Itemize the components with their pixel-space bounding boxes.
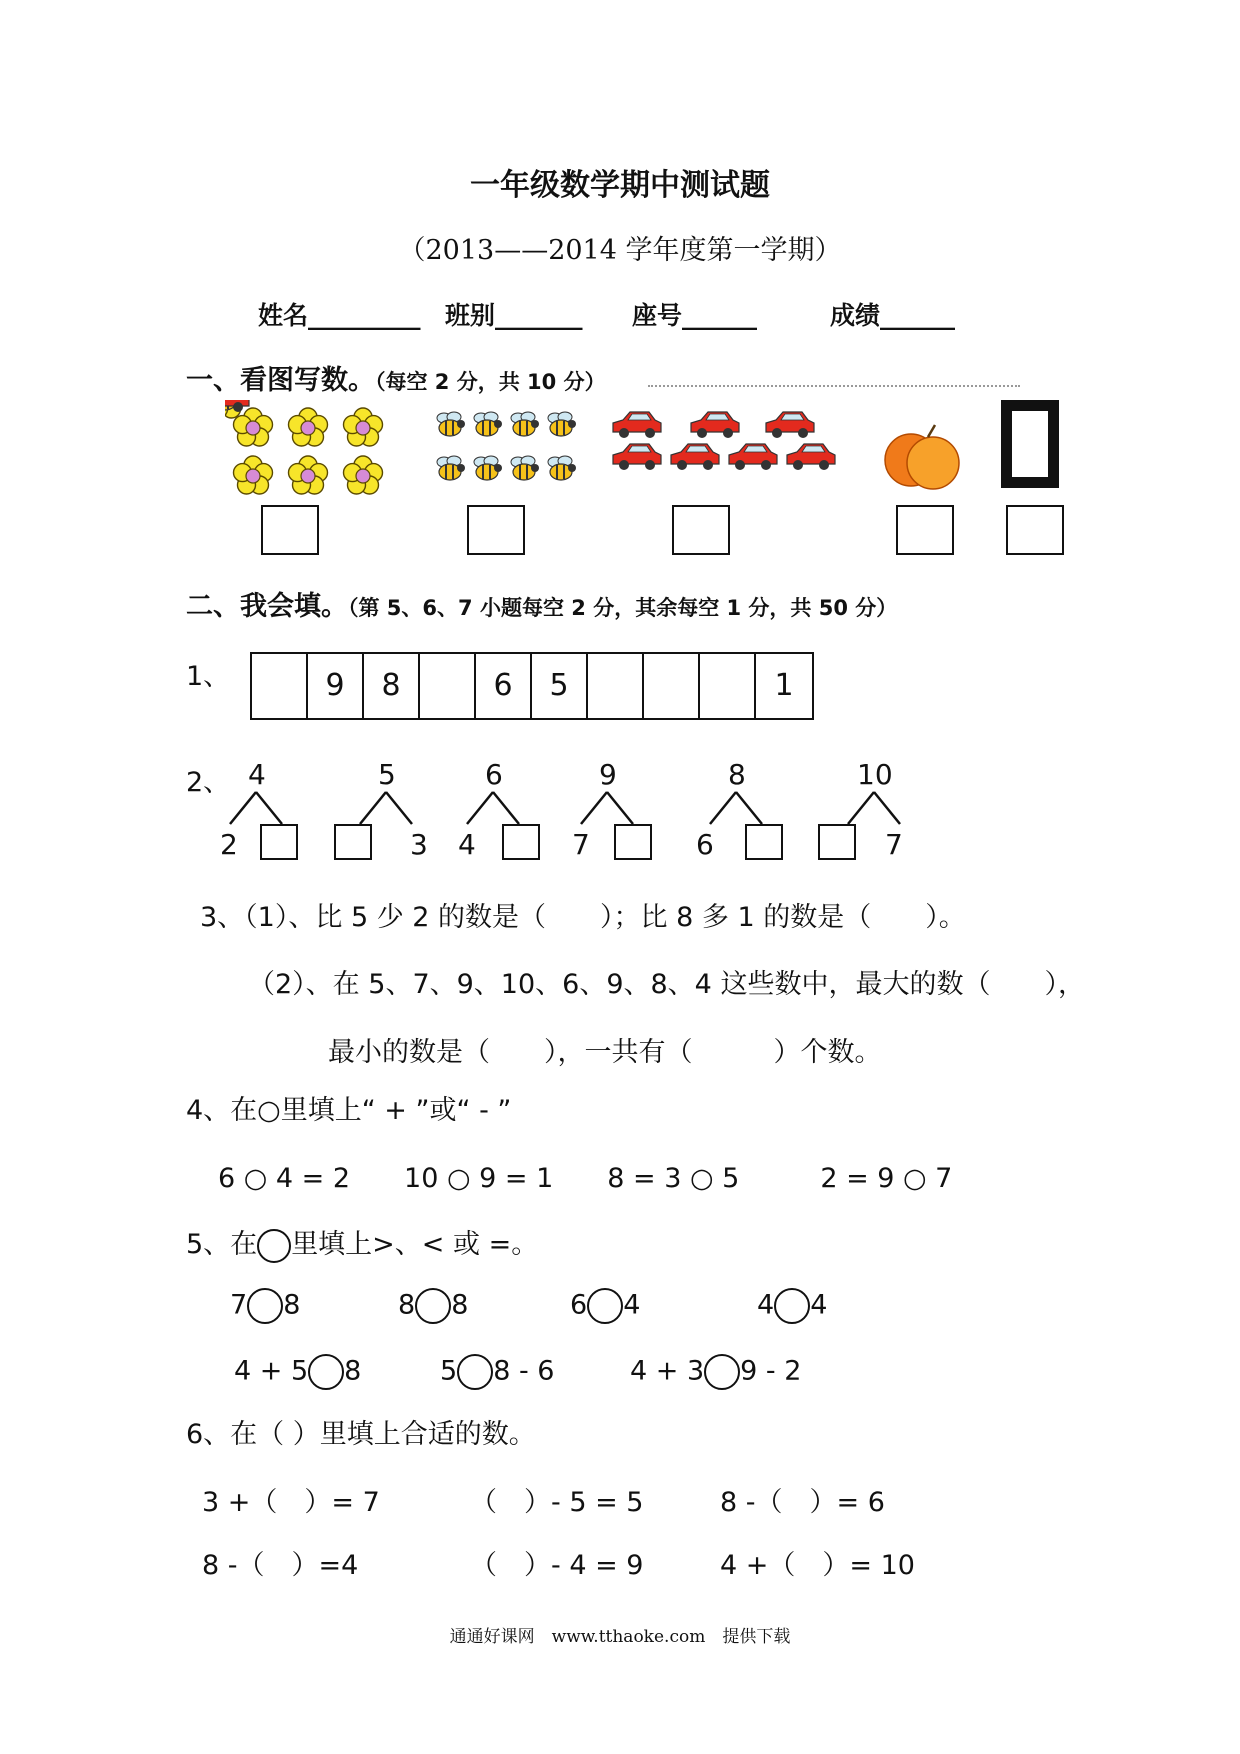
- answer-box-apples[interactable]: [896, 505, 954, 555]
- q5-label: [186, 1222, 538, 1263]
- compare-item: 5 8 - 6: [440, 1354, 554, 1390]
- bond-top: 8: [728, 758, 746, 791]
- q4-line2: 6 ○ 4 = 2 10 ○ 9 = 1 8 = 3 ○ 5 2 = 9 ○ 7: [218, 1163, 953, 1194]
- equation[interactable]: 3 +（ ）= 7: [202, 1487, 380, 1518]
- compare-item: 4 + 3 9 - 2: [630, 1354, 801, 1390]
- q3-line3: 最小的数是（ ），一共有（ ）个数。: [328, 1037, 882, 1068]
- section1-heading: [186, 358, 606, 397]
- compare-circle[interactable]: [415, 1288, 451, 1324]
- apple-icon: [885, 425, 959, 489]
- sequence-cell[interactable]: 8: [364, 654, 420, 718]
- section1-note: （每空 2 分，共 10 分）: [375, 370, 606, 394]
- bond-top: 10: [857, 758, 893, 791]
- flower-icon: [234, 456, 273, 494]
- equation[interactable]: 8 -（ ）= 6: [720, 1487, 885, 1518]
- sequence-cell[interactable]: [644, 654, 700, 718]
- bee-icon: [437, 456, 465, 480]
- sequence-cell[interactable]: 5: [532, 654, 588, 718]
- bond-answer-box[interactable]: [818, 824, 856, 860]
- page-footer: 通通好课网 www.tthaoke.com 提供下载: [449, 1627, 791, 1647]
- sequence-cell[interactable]: 1: [774, 668, 794, 703]
- compare-circle[interactable]: [308, 1354, 344, 1390]
- car-icon: [613, 444, 661, 470]
- compare-item: 4 + 5 8: [234, 1354, 361, 1390]
- q5-label-b: 里填上>、< 或 =。: [291, 1229, 539, 1260]
- bond-top: 5: [378, 758, 396, 791]
- bond-answer-box[interactable]: [614, 824, 652, 860]
- q6-label: 6、在（ ）里填上合适的数。: [186, 1419, 536, 1450]
- bond-answer-box[interactable]: [502, 824, 540, 860]
- equation[interactable]: 4 +（ ）= 10: [720, 1550, 915, 1581]
- q3-line1: 3、（1）、比 5 少 2 的数是（ ）；比 8 多 1 的数是（ ）。: [200, 902, 966, 933]
- answer-box-cars[interactable]: [672, 505, 730, 555]
- number-sequence: [250, 652, 814, 720]
- bee-icon: [548, 412, 576, 436]
- bee-icon: [474, 456, 502, 480]
- compare-circle[interactable]: [587, 1288, 623, 1324]
- q1-label: 1、: [186, 661, 231, 692]
- sequence-cell[interactable]: [420, 654, 476, 718]
- counting-pictures: [225, 400, 1065, 500]
- number-bond-lines: [210, 788, 910, 848]
- bond-top: 4: [248, 758, 266, 791]
- bond-answer-box[interactable]: [334, 824, 372, 860]
- page-subtitle: （2013——2014 学年度第一学期）: [398, 235, 842, 266]
- seat-field: 座号______: [632, 301, 758, 330]
- bond-part: 3: [410, 828, 428, 861]
- bee-icon: [511, 412, 539, 436]
- equation[interactable]: 8 -（ ）=4: [202, 1550, 359, 1581]
- q3-line2: （2）、在 5、7、9、10、6、9、8、4 这些数中，最大的数（ ），: [248, 969, 1085, 1000]
- sequence-cell[interactable]: [700, 654, 756, 718]
- compare-item: 4 4: [757, 1288, 827, 1324]
- compare-item: 7 8: [230, 1288, 300, 1324]
- car-icon: [787, 444, 835, 470]
- q4-line1: 4、在○里填上“ + ”或“ - ”: [186, 1095, 512, 1126]
- flower-icon: [289, 408, 328, 446]
- answer-box-frame[interactable]: [1006, 505, 1064, 555]
- bond-answer-box[interactable]: [260, 824, 298, 860]
- flower-icon: [289, 456, 328, 494]
- bond-part: 7: [572, 828, 590, 861]
- bond-part: 6: [696, 828, 714, 861]
- bond-answer-box[interactable]: [745, 824, 783, 860]
- bee-icon: [548, 456, 576, 480]
- q2-label: 2、: [186, 767, 231, 798]
- q5-label-a: 5、在: [186, 1229, 258, 1260]
- car-icon: [613, 412, 661, 438]
- compare-item: 8 8: [398, 1288, 468, 1324]
- bond-part: 4: [458, 828, 476, 861]
- dotted-line: [648, 385, 1020, 387]
- car-icon: [766, 412, 814, 438]
- flower-icon: [344, 456, 383, 494]
- score-field: 成绩______: [830, 301, 956, 330]
- bond-top: 9: [599, 758, 617, 791]
- bond-part: 2: [220, 828, 238, 861]
- sequence-cell[interactable]: [252, 654, 308, 718]
- bee-icon: [474, 412, 502, 436]
- name-field: 姓名_________: [258, 301, 421, 330]
- page-title: 一年级数学期中测试题: [470, 168, 770, 203]
- equation[interactable]: （ ）- 4 = 9: [470, 1550, 644, 1581]
- section2-note: （第 5、6、7 小题每空 2 分，其余每空 1 分，共 50 分）: [348, 596, 898, 620]
- sequence-cell[interactable]: 6: [476, 654, 532, 718]
- car-icon: [671, 444, 719, 470]
- circle-icon: [257, 1229, 291, 1263]
- bond-top: 6: [485, 758, 503, 791]
- car-icon: [691, 412, 739, 438]
- equation[interactable]: （ ）- 5 = 5: [470, 1487, 644, 1518]
- bee-icon: [437, 412, 465, 436]
- compare-circle[interactable]: [247, 1288, 283, 1324]
- empty-frame-icon: [1001, 400, 1059, 488]
- bond-part: 7: [885, 828, 903, 861]
- compare-circle[interactable]: [704, 1354, 740, 1390]
- flower-icon: [344, 408, 383, 446]
- car-icon: [729, 444, 777, 470]
- section2-heading: [186, 584, 897, 623]
- sequence-cell[interactable]: 9: [308, 654, 364, 718]
- sequence-cell[interactable]: [588, 654, 644, 718]
- bee-icon: [511, 456, 539, 480]
- compare-circle[interactable]: [774, 1288, 810, 1324]
- class-field: 班别_______: [445, 301, 583, 330]
- compare-item: 6 4: [570, 1288, 640, 1324]
- section2-title: 二、我会填。: [186, 591, 348, 622]
- section1-title: 一、看图写数。: [186, 365, 375, 396]
- answer-box-bees[interactable]: [467, 505, 525, 555]
- compare-circle[interactable]: [457, 1354, 493, 1390]
- answer-box-flowers[interactable]: [261, 505, 319, 555]
